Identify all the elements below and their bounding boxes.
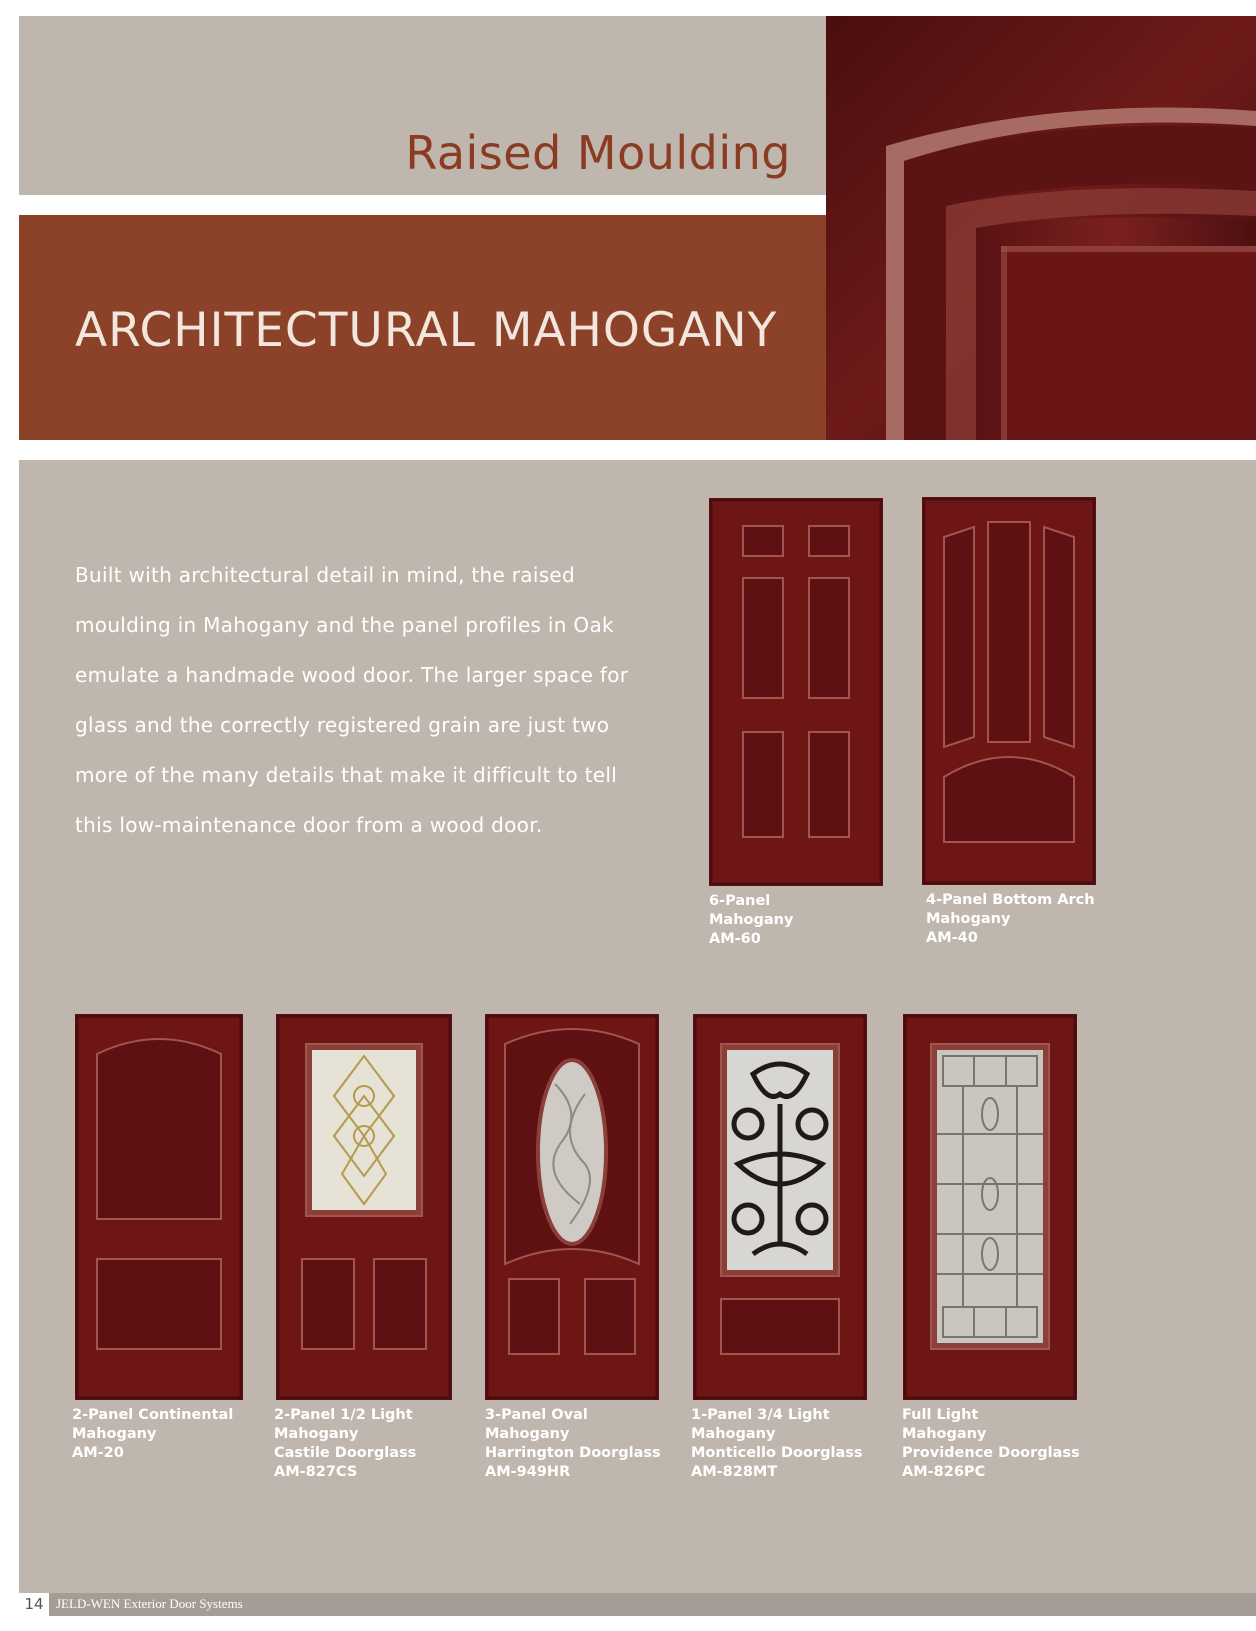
door-caption-6-panel: [709, 892, 793, 949]
door-caption-4-panel-bottom-arch: [926, 891, 1095, 948]
door-image-6-panel: [709, 498, 883, 886]
footer-text: JELD-WEN Exterior Door Systems: [56, 1596, 243, 1611]
door-code: AM-20: [72, 1445, 124, 1461]
door-image-2-panel-continental: [75, 1014, 243, 1400]
door-material: Mahogany: [691, 1426, 776, 1442]
door-glass: Providence Doorglass: [902, 1445, 1080, 1461]
door-name: Full Light: [902, 1407, 979, 1423]
door-material: Mahogany: [485, 1426, 570, 1442]
intro-paragraph: Built with architectural detail in mind, the raised moulding in Mahogany and the panel profiles in Oak emulate a handmade wood door. The larger space for glass and the correctly registered grain are just two more of the many details that make it difficult to tell this low-maintenance door from a wood door.: [75, 563, 629, 837]
door-code: AM-827CS: [274, 1464, 358, 1480]
door-name: 6-Panel: [709, 893, 771, 909]
door-caption-2-panel-continental: [72, 1406, 233, 1463]
door-name: 3-Panel Oval: [485, 1407, 588, 1423]
door-name: 1-Panel 3/4 Light: [691, 1407, 830, 1423]
door-code: AM-60: [709, 931, 761, 947]
door-image-3-panel-oval: [485, 1014, 659, 1400]
door-glass: Harrington Doorglass: [485, 1445, 661, 1461]
door-code: AM-826PC: [902, 1464, 986, 1480]
door-caption-2-panel-half-light: [274, 1406, 416, 1482]
door-caption-3-panel-oval: [485, 1406, 661, 1482]
door-glass: Castile Doorglass: [274, 1445, 417, 1461]
door-material: Mahogany: [902, 1426, 987, 1442]
door-material: Mahogany: [926, 911, 1011, 927]
door-image-full-light: [903, 1014, 1077, 1400]
page-title: ARCHITECTURAL MAHOGANY: [75, 303, 778, 358]
door-code: AM-40: [926, 930, 978, 946]
door-name: 4-Panel Bottom Arch: [926, 892, 1095, 908]
door-caption-1-panel-three-quarter-light: [691, 1406, 863, 1482]
door-material: Mahogany: [274, 1426, 359, 1442]
door-code: AM-949HR: [485, 1464, 571, 1480]
title-band: [19, 215, 826, 440]
door-image-4-panel-bottom-arch: [922, 497, 1096, 885]
door-image-1-panel-three-quarter-light: [693, 1014, 867, 1400]
hero-door-moulding-photo: [826, 16, 1256, 440]
door-material: Mahogany: [709, 912, 794, 928]
door-name: 2-Panel Continental: [72, 1407, 234, 1423]
door-material: Mahogany: [72, 1426, 157, 1442]
door-caption-full-light: [902, 1406, 1080, 1482]
door-image-2-panel-half-light: [276, 1014, 452, 1400]
header-band: [19, 16, 826, 195]
door-name: 2-Panel 1/2 Light: [274, 1407, 413, 1423]
main-content: [19, 460, 1256, 1594]
door-glass: Monticello Doorglass: [691, 1445, 863, 1461]
door-code: AM-828MT: [691, 1464, 778, 1480]
page-subtitle: Raised Moulding: [405, 126, 791, 180]
page-number: 14: [19, 1593, 49, 1616]
